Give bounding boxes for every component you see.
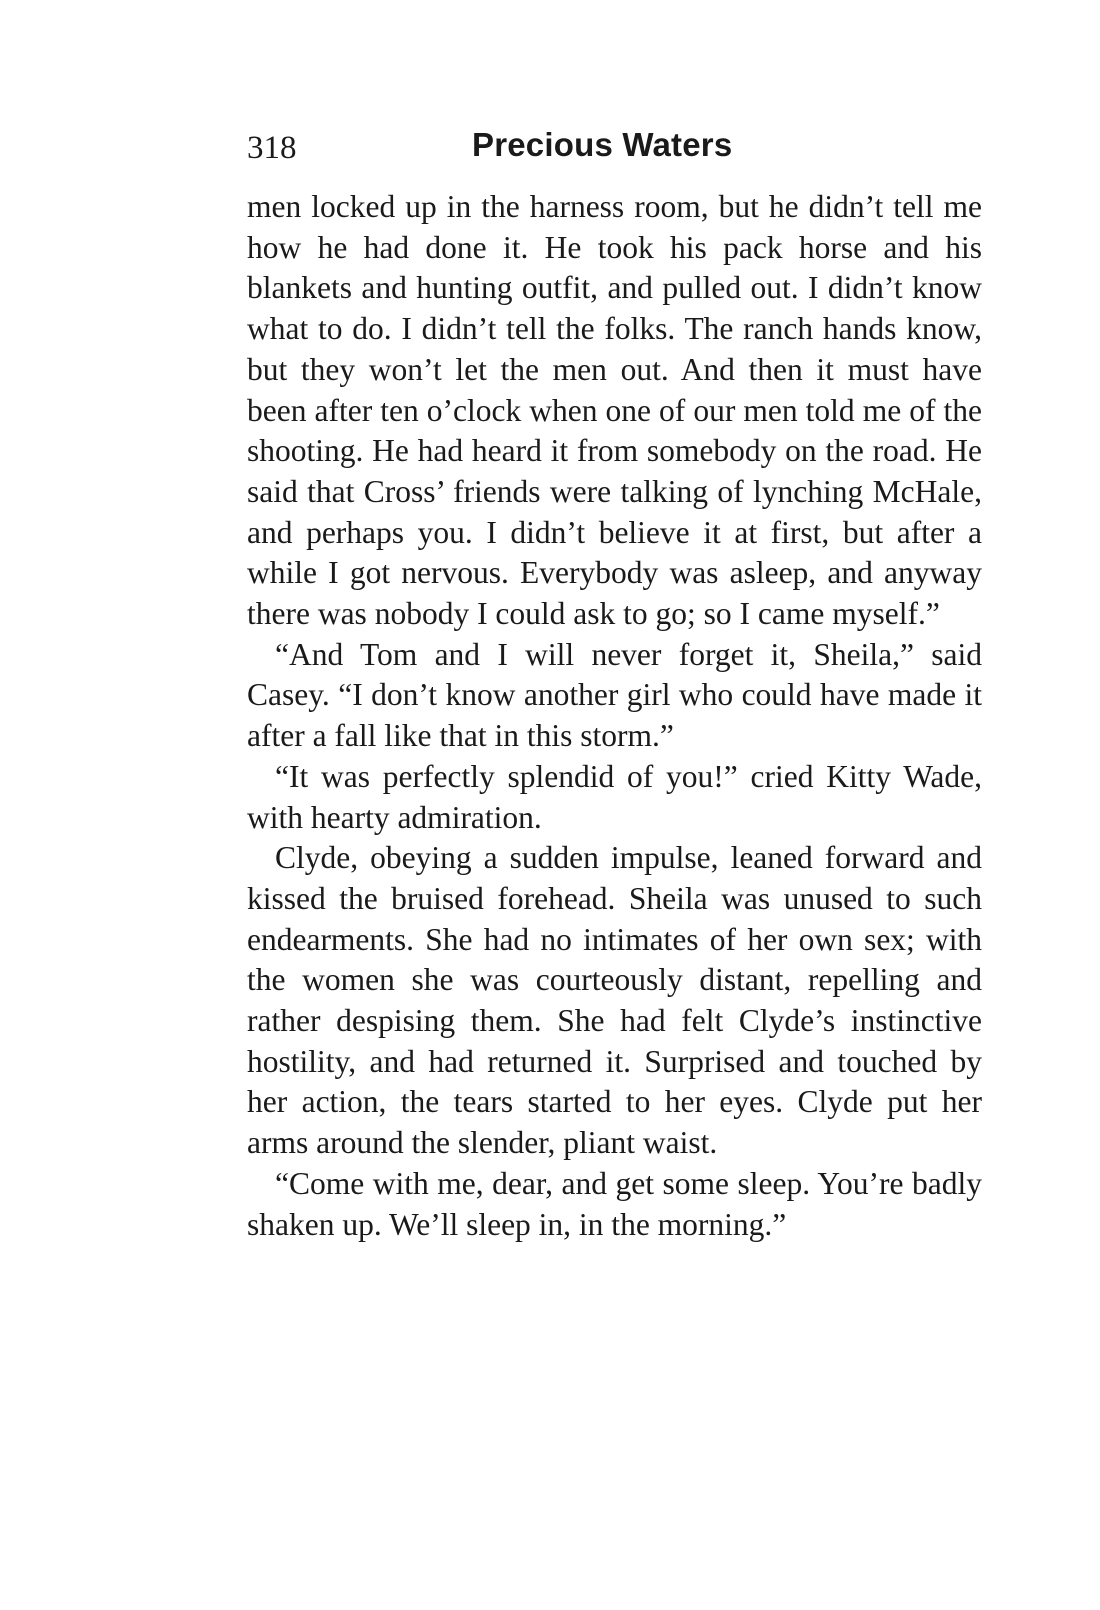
paragraph-kitty-exclaim: “It was perfectly splendid of you!” cried Kitty Wade, with hearty admiration. [247, 758, 982, 835]
page-number: 318 [247, 130, 297, 166]
book-title: Precious Waters [472, 126, 733, 163]
running-head [247, 126, 982, 176]
paragraph-continued: men locked up in the harness room, but he didn’t tell me how he had done it. He took his pack horse and his blankets and hunting outfit, and pulled out. I didn’t know what to do. I didn’t tell the folks. The ranch hands know, but they won’t let the men out. And then it must have been after ten o’clock when one of our men told me of the shooting. He had heard it from somebody on the road. He said that Cross’ friends were talking of lynching McHale, and perhaps you. I didn’t believe it at first, but after a while I got nervous. Everybody was asleep, and anyway there was nobody I could ask to go; so I came myself.” [247, 189, 982, 632]
body-text [247, 187, 982, 1245]
paragraph-clyde-invite: “Come with me, dear, and get some sleep. You’re badly shaken up. We’ll sleep in, in the morning.” [247, 1165, 982, 1242]
paragraph-clyde-kiss: Clyde, obeying a sudden impulse, leaned forward and kissed the bruised forehead. Sheila was unused to such endearments. She had no intimates of her own sex; with the women she was courteously distant, repelling and rather despising them. She had felt Clyde’s instinctive hostility, and had returned it. Surprised and touched by her action, the tears started to her eyes. Clyde put her arms around the slender, pliant waist. [247, 840, 982, 1161]
paragraph-casey-reply: “And Tom and I will never forget it, Sheila,” said Casey. “I don’t know another girl who could have made it after a fall like that in this storm.” [247, 636, 982, 754]
